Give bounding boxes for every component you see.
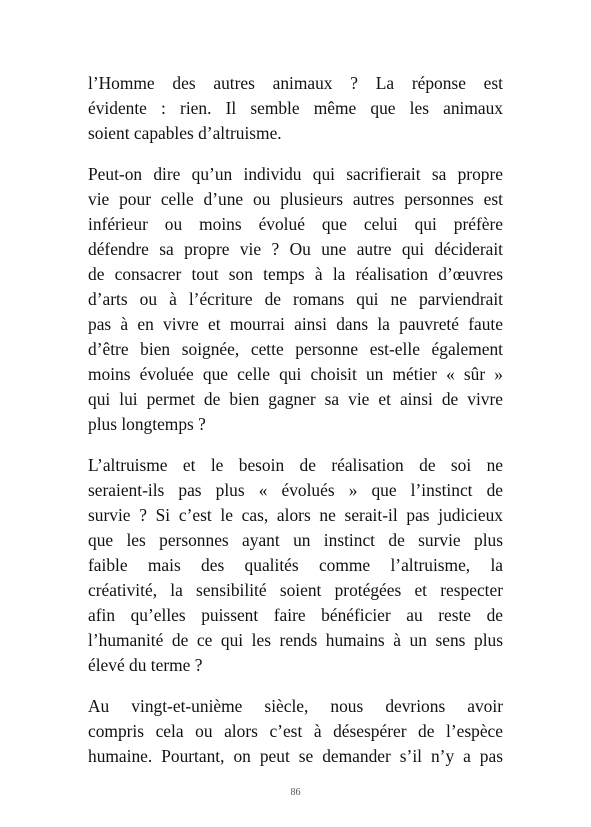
text-line: défendre sa propre vie ? Ou une autre qui déciderait bbox=[88, 239, 503, 259]
text-line: L’altruisme et le besoin de réalisation de soi ne bbox=[88, 455, 503, 475]
text-line: compris cela ou alors c’est à désespérer de l’espèce bbox=[88, 721, 503, 741]
text-line: pas à en vivre et mourrai ainsi dans la pauvreté faute bbox=[88, 314, 503, 334]
text-line: d’être bien soignée, cette personne est-elle également bbox=[88, 339, 503, 359]
text-line: Au vingt-et-unième siècle, nous devrions avoir bbox=[88, 696, 503, 716]
text-line: soient capables d’altruisme. bbox=[88, 123, 282, 143]
text-line: l’Homme des autres animaux ? La réponse est bbox=[88, 73, 503, 93]
text-line: vie pour celle d’une ou plusieurs autres personnes est bbox=[88, 189, 503, 209]
text-line: élevé du terme ? bbox=[88, 655, 203, 675]
paragraph bbox=[88, 71, 503, 146]
text-line: Peut-on dire qu’un individu qui sacrifierait sa propre bbox=[88, 164, 503, 184]
text-line: qui lui permet de bien gagner sa vie et ainsi de vivre bbox=[88, 389, 503, 409]
text-line: faible mais des qualités comme l’altruisme, la bbox=[88, 555, 503, 575]
paragraph bbox=[88, 453, 503, 678]
text-line: d’arts ou à l’écriture de romans qui ne parviendrait bbox=[88, 289, 503, 309]
text-line: de consacrer tout son temps à la réalisation d’œuvres bbox=[88, 264, 503, 284]
text-line: inférieur ou moins évolué que celui qui préfère bbox=[88, 214, 503, 234]
text-line: moins évoluée que celle qui choisit un métier « sûr » bbox=[88, 364, 503, 384]
text-line: survie ? Si c’est le cas, alors ne serait-il pas judicieux bbox=[88, 505, 503, 525]
text-line: plus longtemps ? bbox=[88, 414, 206, 434]
text-line: que les personnes ayant un instinct de survie plus bbox=[88, 530, 503, 550]
text-line: l’humanité de ce qui les rends humains à un sens plus bbox=[88, 630, 503, 650]
text-line: humaine. Pourtant, on peut se demander s’il n’y a pas bbox=[88, 746, 503, 766]
paragraph bbox=[88, 162, 503, 437]
paragraph bbox=[88, 694, 503, 769]
text-line: évidente : rien. Il semble même que les animaux bbox=[88, 98, 503, 118]
page-number: 86 bbox=[290, 787, 301, 798]
page-body bbox=[88, 71, 503, 785]
text-line: afin qu’elles puissent faire bénéficier au reste de bbox=[88, 605, 503, 625]
text-line: créativité, la sensibilité soient protégées et respecter bbox=[88, 580, 503, 600]
text-line: seraient-ils pas plus « évolués » que l’instinct de bbox=[88, 480, 503, 500]
